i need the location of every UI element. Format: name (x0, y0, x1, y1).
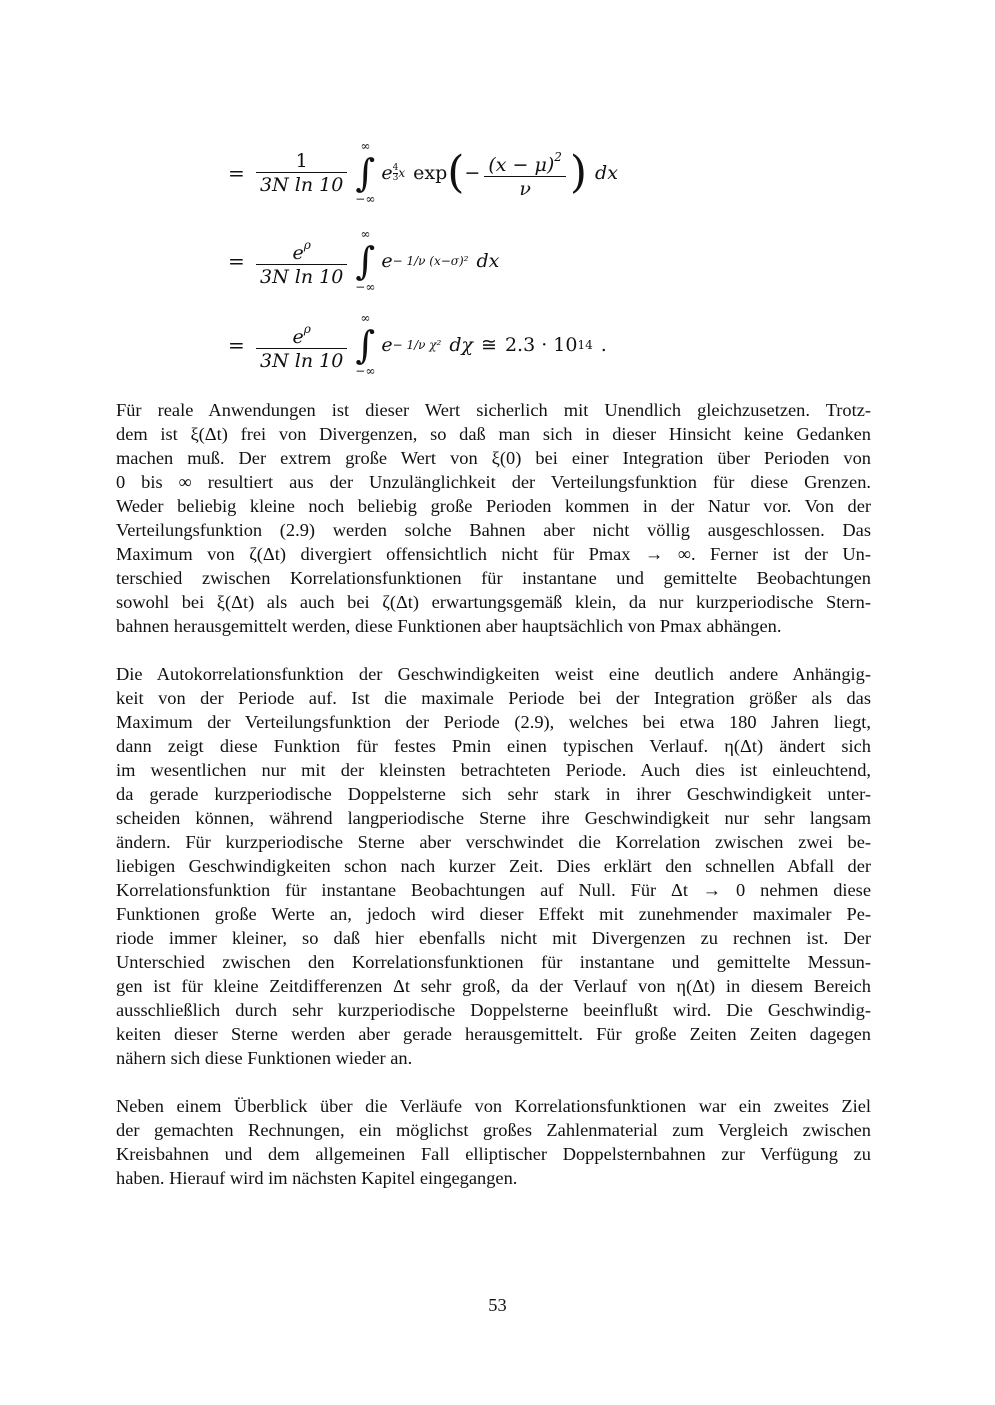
paragraph-1 (116, 398, 871, 638)
minus-sign: − (464, 162, 481, 184)
exponent: $\frac{4}{3}$ x (392, 162, 406, 183)
text-line: Für reale Anwendungen ist dieser Wert sicherlich mit Unendlich gleichzusetzen. Trotz- (116, 400, 871, 420)
fraction (256, 150, 347, 197)
text-line: Korrelationsfunktion für instantane Beobachtungen auf Null. Für Δt → 0 nehmen diese (116, 880, 871, 900)
text-line: der gemachten Rechnungen, ein möglichst großes Zahlenmaterial zum Vergleich zwischen (116, 1120, 871, 1140)
upper-limit: ∞ (360, 139, 371, 153)
text-line: Kreisbahnen und dem allgemeinen Fall elliptischer Doppelsternbahnen zur Verfügung zu (116, 1144, 871, 1164)
text-line: scheiden können, während langperiodische Sterne ihre Geschwindigkeit nur sehr langsam (116, 808, 871, 828)
fraction: $\frac{e^\rho}{\text{3N ln 10}}$ (256, 318, 347, 373)
differential: dx (595, 162, 618, 184)
text-line: haben. Hierauf wird im nächsten Kapitel eingegangen. (116, 1168, 518, 1188)
text-line: Maximum von ζ(Δt) divergiert offensichtlich nicht für Pmax → ∞. Ferner ist der Un- (116, 544, 871, 564)
text-line: dem ist ξ(Δt) frei von Divergenzen, so daß man sich in dieser Hinsicht keine Gedanken (116, 424, 871, 444)
text-line: Unterschied zwischen den Korrelationsfunktionen für instantane und gemittelte Messun- (116, 952, 871, 972)
integral-sign: ∞ ∫ −∞ (355, 311, 376, 378)
differential: dχ (449, 334, 474, 356)
text-line: Verteilungsfunktion (2.9) werden solche Bahnen aber nicht völlig ausgeschlossen. Das (116, 520, 871, 540)
denominator: 3N ln 10 (260, 173, 344, 196)
equals-sign: = (228, 161, 245, 185)
text-line: dann zeigt diese Funktion für festes Pmin einen typischen Verlauf. η(Δt) ändert sich (116, 736, 871, 756)
text-line: da gerade kurzperiodische Doppelsterne sich sehr stark in ihrer Geschwindigkeit unter- (116, 784, 871, 804)
text-line: liebigen Geschwindigkeiten schon nach kurzer Zeit. Dies erklärt den schnellen Abfall der (116, 856, 871, 876)
result-exponent: 14 (577, 338, 593, 352)
text-line: Neben einem Überblick über die Verläufe von Korrelationsfunktionen war ein zweites Ziel (116, 1096, 871, 1116)
exponent: − 1/ν (x−σ)² (392, 254, 469, 268)
exp-base: e (381, 162, 393, 184)
text-line: terschied zwischen Korrelationsfunktionen für instantane und gemittelte Beobachtungen (116, 568, 871, 588)
fraction: $\frac{e^\rho}{\text{3N ln 10}}$ (256, 234, 347, 289)
result-value: 2.3 · 10 (504, 334, 578, 356)
text-line: Die Autokorrelationsfunktion der Geschwindigkeiten weist eine deutlich andere Anhängig- (116, 664, 871, 684)
differential: dx (476, 250, 500, 272)
equals-sign: = (228, 249, 245, 273)
approx-sign: ≅ (481, 334, 497, 356)
page-number: 53 (488, 1295, 507, 1315)
text-line: im wesentlichen nur mit der kleinsten betrachteten Periode. Auch dies ist einleuchtend, (116, 760, 871, 780)
text-line: nähern sich diese Funktionen wieder an. (116, 1048, 413, 1068)
lower-limit: −∞ (355, 192, 376, 206)
text-line: keit von der Periode auf. Ist die maximale Periode bei der Integration größer als das (116, 688, 871, 708)
integral-sign: ∞ ∫ −∞ (355, 139, 376, 206)
text-line: keiten dieser Sterne werden aber gerade herausgemittelt. Für große Zeiten Zeiten dagegen (116, 1024, 871, 1044)
exp-function: exp (413, 162, 448, 184)
text-line: ausschließlich durch sehr kurzperiodische Doppelsterne beeinflußt wird. Die Geschwindig- (116, 1000, 871, 1020)
text-line: Funktionen große Werte an, jedoch wird dieser Effekt mit zunehmender maximaler Pe- (116, 904, 871, 924)
equation-line-3: = $\frac{e^\rho}{\text{3N ln 10}}$ ∞ ∫ −∞ e − 1/ν χ² dχ ≅ 2.3 · 10 14 . (228, 311, 607, 378)
equals-sign: = (228, 333, 245, 357)
text-line: Maximum der Verteilungsfunktion der Periode (2.9), welches bei etwa 180 Jahren liegt, (116, 712, 871, 732)
paragraph-2 (116, 662, 871, 1070)
text-line: riode immer kleiner, so daß hier ebenfalls nicht mit Divergenzen zu rechnen ist. Der (116, 928, 871, 948)
paragraph-3 (116, 1094, 871, 1190)
integral-sign: ∞ ∫ −∞ (355, 227, 376, 294)
text-line: Weder beliebig kleine noch beliebig große Perioden kommen in der Natur vor. Von der (116, 496, 871, 516)
text-line: machen muß. Der extrem große Wert von ξ(0) bei einer Integration über Perioden von (116, 448, 871, 468)
equation-line-2: = $\frac{e^\rho}{\text{3N ln 10}}$ ∞ ∫ −∞ e − 1/ν (x−σ)² dx (228, 227, 500, 294)
numerator: 1 (295, 149, 308, 172)
text-line: sowohl bei ξ(Δt) als auch bei ζ(Δt) erwartungsgemäß klein, da nur kurzperiodische Stern- (116, 592, 871, 612)
text-line: 0 bis ∞ resultiert aus der Unzulänglichkeit der Verteilungsfunktion für diese Grenzen. (116, 472, 871, 492)
text-line: bahnen herausgemittelt werden, diese Funktionen aber hauptsächlich von Pmax abhängen. (116, 616, 782, 636)
exponent: − 1/ν χ² (392, 338, 442, 352)
equation-line-1: = $\frac{1}{\text{3N ln 10}}$ ∞ ∫ −∞ e $\frac{4}{3}$ x exp ( − $\frac{(x - \mu)^2}{\nu}$ ) dx (228, 139, 618, 206)
inner-fraction: $\frac{(x - \mu)^2}{\nu}$ (484, 146, 566, 201)
text-line: ändern. Für kurzperiodische Sterne aber verschwindet die Korrelation zwischen zwei be- (116, 832, 871, 852)
text-line: gen ist für kleine Zeitdifferenzen Δt sehr groß, da der Verlauf von η(Δt) in diesem Bereich (116, 976, 871, 996)
